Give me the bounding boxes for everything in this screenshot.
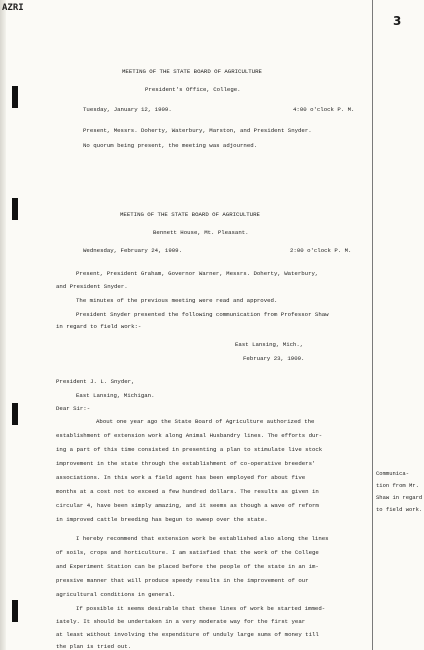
letter-para1-line: About one year ago the State Board of Agriculture authorized the bbox=[96, 418, 315, 425]
meeting2-place: Bennett House, Mt. Pleasant. bbox=[153, 229, 249, 236]
letter-para1-line: improvement in the state through the establishment of co-operative breeders' bbox=[56, 460, 316, 467]
letter-para1-line: associations. In this work a field agent has been employed for about five bbox=[56, 474, 306, 481]
meeting1-note: No quorum being present, the meeting was adjourned. bbox=[83, 142, 258, 149]
letter-salutation: Dear Sir:- bbox=[56, 405, 91, 412]
meeting1-date: Tuesday, January 12, 1909. bbox=[83, 106, 172, 113]
meeting2-communication-line: President Snyder presented the following communication from Professor Shaw bbox=[76, 311, 329, 318]
letter-para3-line: at least without involving the expenditure of unduly large sums of money till bbox=[56, 631, 319, 638]
letter-para3-line: iately. It should be undertaken in a very moderate way for the first year bbox=[56, 618, 306, 625]
meeting2-time: 2:00 o'clock P. M. bbox=[290, 247, 352, 254]
letter-address-city: East Lansing, Michigan. bbox=[76, 392, 155, 399]
letter-para3-line: the plan is tried out. bbox=[56, 643, 132, 650]
letter-para2-line: I hereby recommend that extension work be established also along the lines bbox=[76, 535, 329, 542]
letter-para2-line: agricultural conditions in general. bbox=[56, 591, 176, 598]
archive-stamp: AZRI bbox=[2, 3, 24, 13]
letter-para2-line: and Experiment Station can be placed before the people of the state in an im- bbox=[56, 563, 319, 570]
letter-para1-line: in improved cattle breeding has begun to sweep over the state. bbox=[56, 516, 268, 523]
meeting2-present-line: and President Snyder. bbox=[56, 283, 128, 290]
binder-hole-mark bbox=[12, 86, 18, 108]
meeting1-present: Present, Messrs. Doherty, Waterbury, Marston, and President Snyder. bbox=[83, 127, 312, 134]
letter-city: East Lansing, Mich., bbox=[235, 341, 304, 348]
meeting1-place: President's Office, College. bbox=[145, 86, 241, 93]
meeting2-heading: MEETING OF THE STATE BOARD OF AGRICULTURE bbox=[120, 211, 260, 218]
letter-para2-line: of soils, crops and horticulture. I am satisfied that the work of the College bbox=[56, 549, 319, 556]
margin-rule bbox=[372, 0, 373, 650]
margin-note: Communica- tion from Mr. Shaw in regard to field work. bbox=[376, 470, 423, 513]
meeting2-date: Wednesday, February 24, 1909. bbox=[83, 247, 182, 254]
meeting2-communication-line: in regard to field work:- bbox=[56, 323, 142, 330]
meeting1-time: 4:00 o'clock P. M. bbox=[293, 106, 355, 113]
meeting1-heading: MEETING OF THE STATE BOARD OF AGRICULTURE bbox=[122, 68, 262, 75]
letter-date: February 23, 1909. bbox=[243, 355, 305, 362]
letter-para1-line: months at a cost not to exceed a few hundred dollars. The results as given in bbox=[56, 488, 319, 495]
meeting2-minutes: The minutes of the previous meeting were read and approved. bbox=[76, 297, 278, 304]
letter-para1-line: circular 4, have been simply amazing, and it seems as though a wave of reform bbox=[56, 502, 319, 509]
letter-para3-line: If possible it seems desirable that these lines of work be started immed- bbox=[76, 605, 326, 612]
binder-hole-mark bbox=[12, 600, 18, 622]
binder-hole-mark bbox=[12, 198, 18, 220]
letter-address-name: President J. L. Snyder, bbox=[56, 378, 135, 385]
meeting2-present-line: Present, President Graham, Governor Warner, Messrs. Doherty, Waterbury, bbox=[76, 270, 319, 277]
letter-para1-line: establishment of extension work along Animal Husbandry lines. The efforts dur- bbox=[56, 432, 323, 439]
page-edge bbox=[0, 0, 6, 650]
letter-para2-line: pressive manner that will produce speedy results in the improvement of our bbox=[56, 577, 309, 584]
page-number: 3 bbox=[393, 14, 402, 28]
binder-hole-mark bbox=[12, 403, 18, 425]
letter-para1-line: ing a part of this time consisted in presenting a plan to stimulate live stock bbox=[56, 446, 323, 453]
